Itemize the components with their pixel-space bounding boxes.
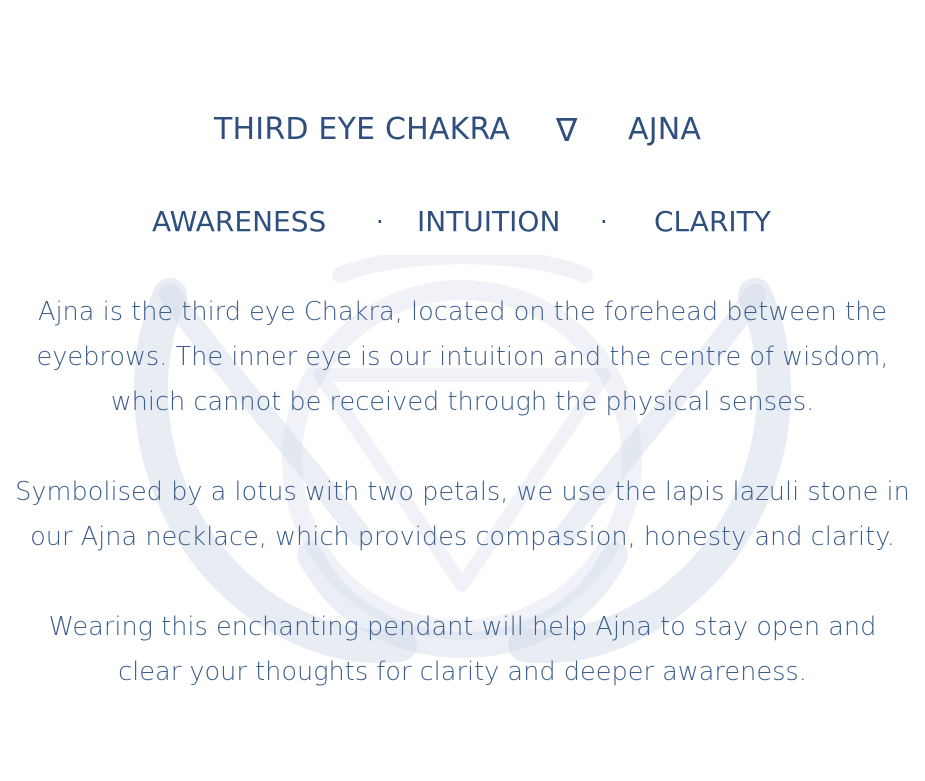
page-title xyxy=(0,110,925,150)
paragraph-line: Ajna is the third eye Chakra, located on the forehead between the xyxy=(37,297,888,327)
keyword-awareness: AWARENESS xyxy=(152,205,327,238)
paragraph-line: eyebrows. The inner eye is our intuition and the centre of wisdom, xyxy=(36,342,889,372)
title-chakra-name: THIRD EYE CHAKRA xyxy=(214,112,511,147)
keywords-row xyxy=(0,202,925,242)
paragraph-line: our Ajna necklace, which provides compassion, honesty and clarity. xyxy=(30,522,895,552)
separator-dot: · xyxy=(376,208,384,236)
separator-dot: · xyxy=(600,208,608,236)
description-paragraph xyxy=(0,605,925,695)
description-paragraph xyxy=(0,290,925,425)
paragraph-line: clear your thoughts for clarity and deeper awareness. xyxy=(118,657,807,687)
paragraph-line: which cannot be received through the physical senses. xyxy=(110,387,815,417)
triangle-symbol-icon: ∇ xyxy=(556,111,578,149)
keyword-clarity: CLARITY xyxy=(654,205,771,238)
paragraph-line: Symbolised by a lotus with two petals, we use the lapis lazuli stone in xyxy=(15,477,910,507)
keyword-intuition: INTUITION xyxy=(417,205,561,238)
description-paragraph xyxy=(0,470,925,560)
paragraph-line: Wearing this enchanting pendant will help Ajna to stay open and xyxy=(48,612,877,642)
title-sanskrit-name: AJNA xyxy=(628,112,702,147)
